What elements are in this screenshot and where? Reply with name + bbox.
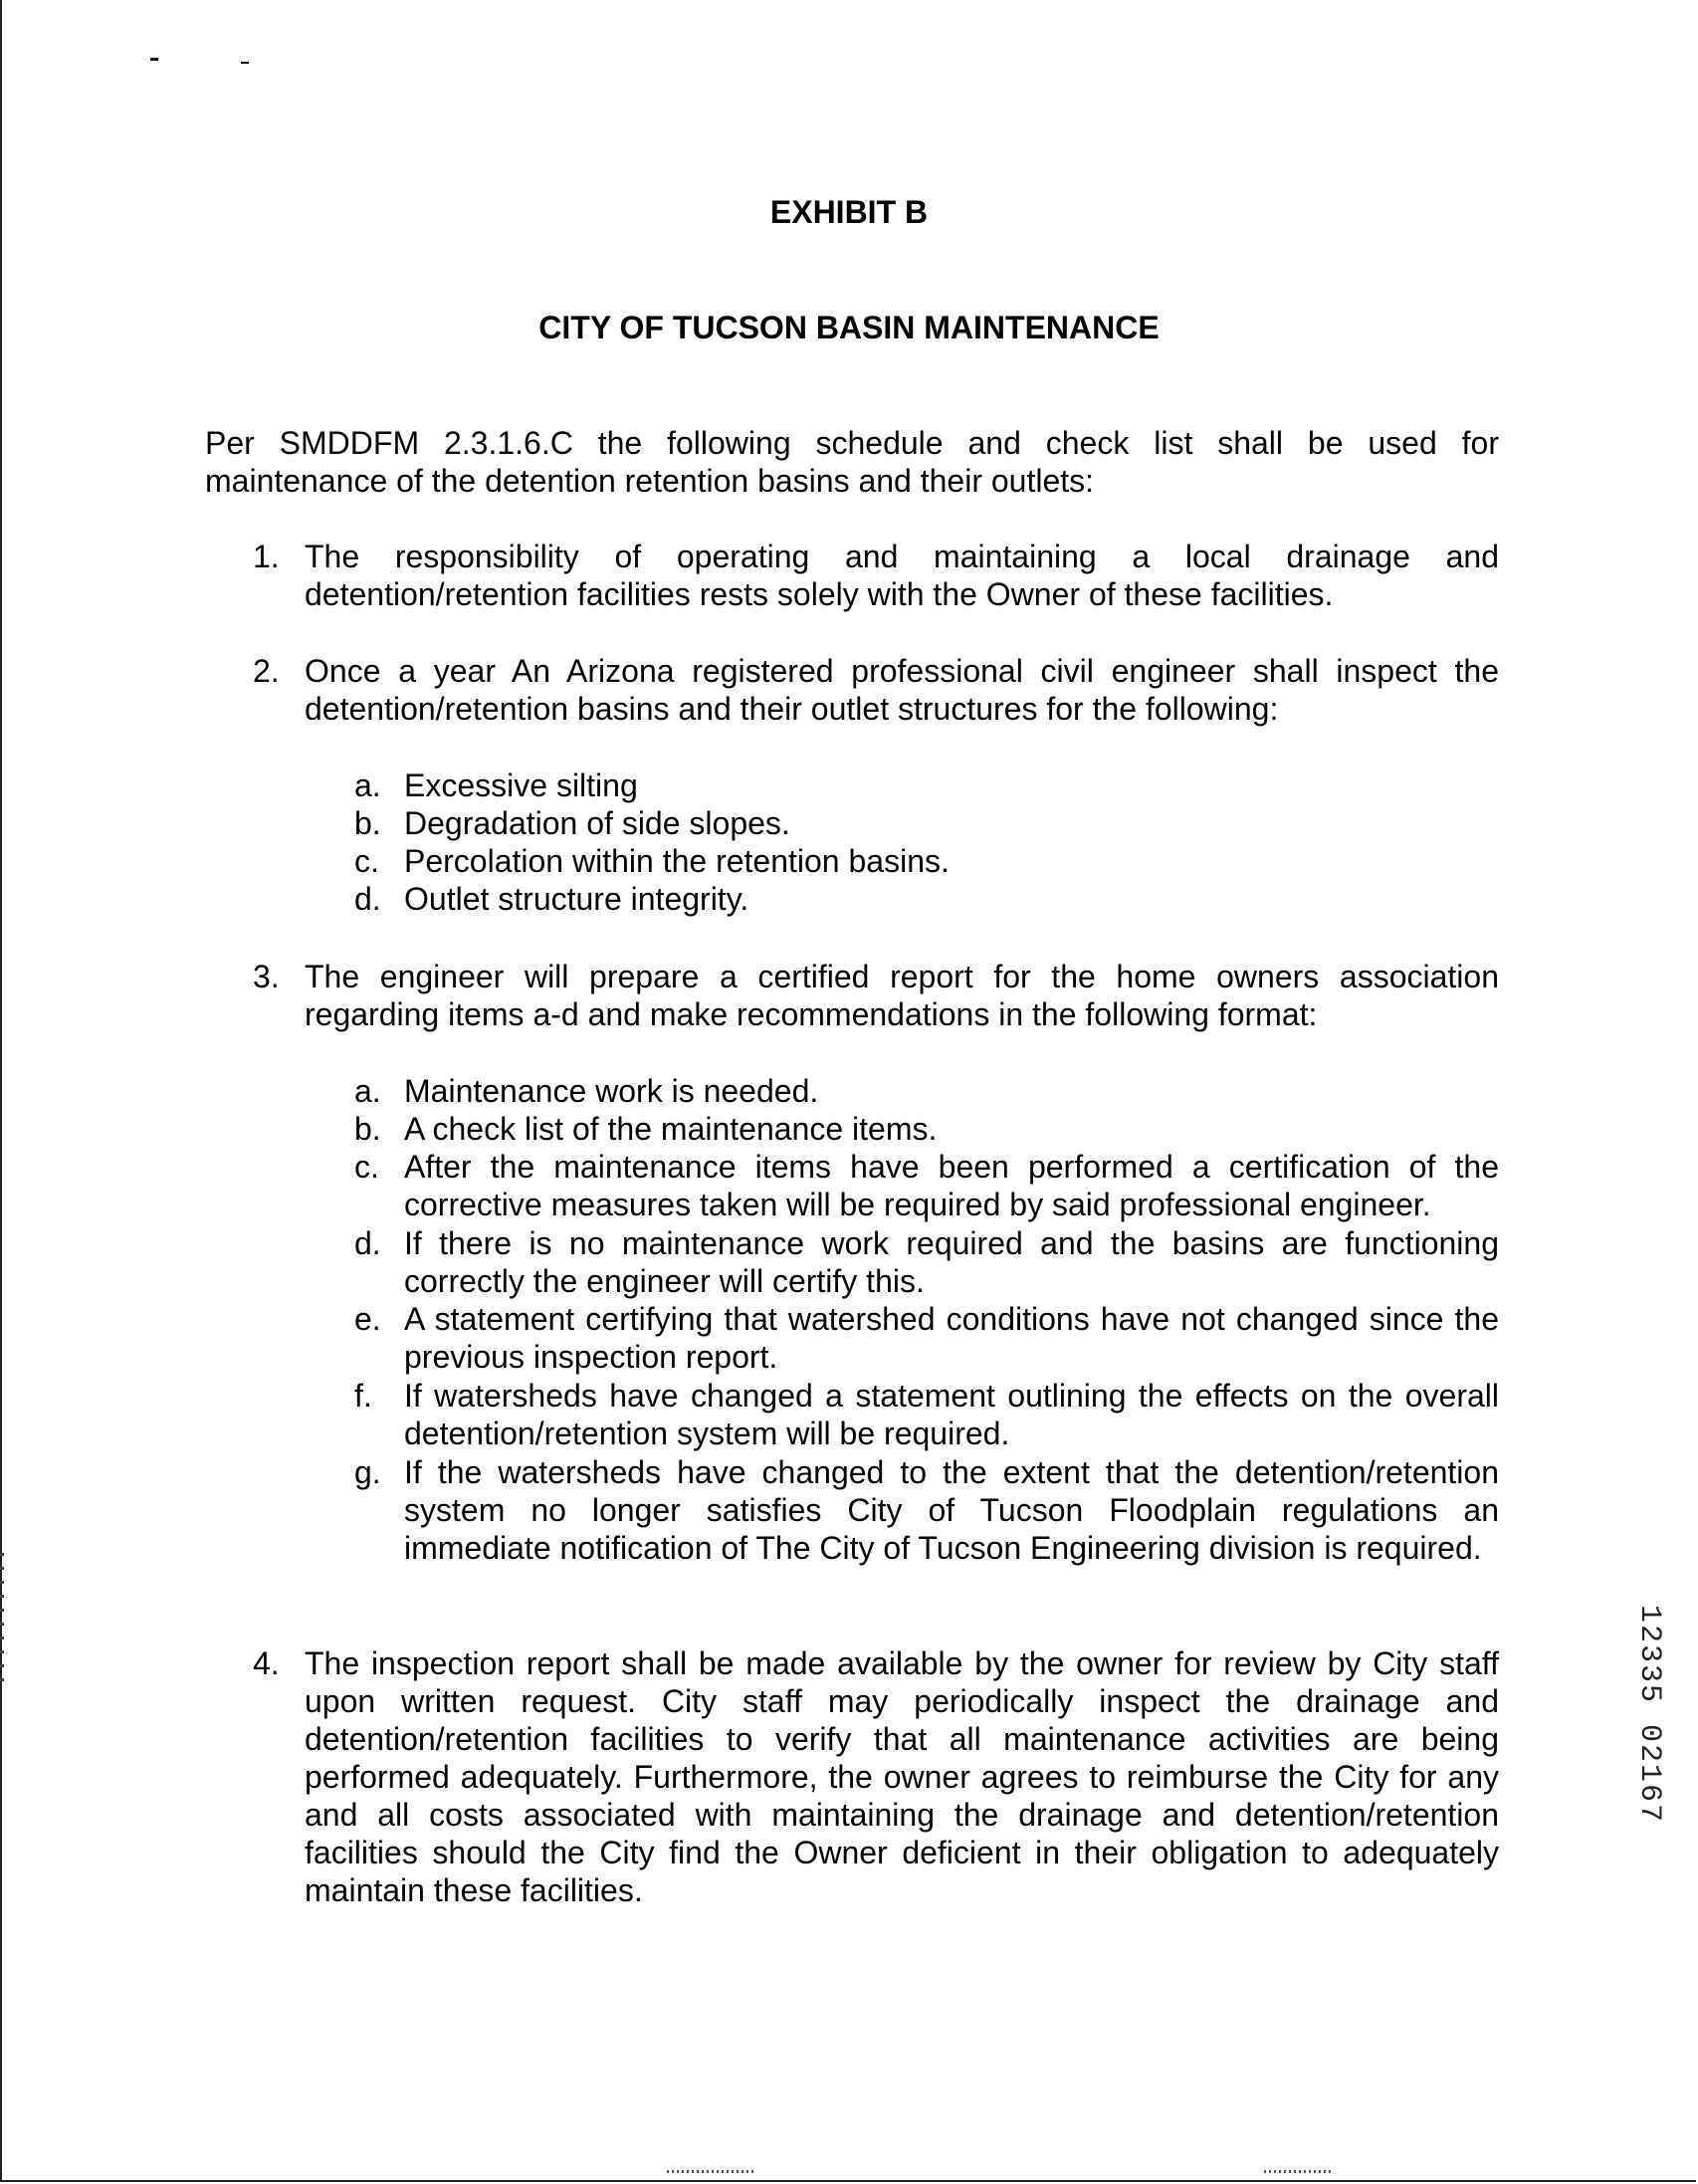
- subitem-text: Excessive silting: [404, 767, 638, 803]
- subitem-letter: g.: [354, 1454, 381, 1490]
- scan-noise: [1264, 2170, 1334, 2173]
- item-number: 1.: [253, 539, 280, 574]
- intro-paragraph: Per SMDDFM 2.3.1.6.C the following schedule and check list shall be used for maintenance of the detention retention basins and their outlets:: [205, 425, 1499, 499]
- scan-speck: [241, 62, 249, 64]
- subitem-letter: c.: [354, 1149, 379, 1185]
- subitem-letter: c.: [354, 843, 379, 879]
- docket-stamp: 12335 02167: [1632, 1605, 1666, 1825]
- scan-edge-marks: [0, 1553, 4, 1692]
- item-number: 2.: [253, 653, 280, 689]
- subitem-letter: a.: [354, 767, 381, 803]
- subitem-text: If there is no maintenance work required and the basins are functioning correctly the engineer will certify this.: [404, 1225, 1499, 1299]
- subitem-text: If the watersheds have changed to the extent that the detention/retention system no longer satisfies City of Tucson Floodplain regulations an immediate notification of The City of Tucson Engineering division is required.: [404, 1454, 1499, 1566]
- item-number: 4.: [253, 1645, 280, 1681]
- item-text: The responsibility of operating and maintaining a local drainage and detention/retention facilities rests solely with the Owner of these facilities.: [305, 539, 1499, 612]
- subitem-text: After the maintenance items have been performed a certification of the corrective measures taken will be required by said professional engineer.: [404, 1149, 1499, 1222]
- subitem-letter: f.: [354, 1378, 372, 1414]
- subitem-letter: a.: [354, 1073, 381, 1109]
- subitem-text: Percolation within the retention basins.: [404, 843, 950, 879]
- subitem-text: If watersheds have changed a statement outlining the effects on the overall detention/retention system will be required.: [404, 1378, 1499, 1451]
- subitem-text: Degradation of side slopes.: [404, 805, 790, 841]
- item-text: The inspection report shall be made available by the owner for review by City staff upon written request. City staff may periodically inspect the drainage and detention/retention facilities to verify that all maintenance activities are being performed adequately. Furthermore, the owner agrees to reimburse the City for any and all costs associated with maintaining the drainage and detention/retention facilities should the City find the Owner deficient in their obligation to adequately maintain these facilities.: [305, 1645, 1499, 1908]
- exhibit-title: EXHIBIT B: [769, 194, 929, 230]
- subitem-letter: b.: [354, 1111, 381, 1147]
- subitem-text: Outlet structure integrity.: [404, 881, 749, 917]
- scan-speck: [150, 58, 158, 61]
- scan-noise: [667, 2170, 756, 2173]
- subitem-text: Maintenance work is needed.: [404, 1073, 819, 1109]
- item-text: The engineer will prepare a certified report for the home owners association regarding items a-d and make recommendations in the following format:: [305, 959, 1499, 1032]
- subitem-letter: b.: [354, 805, 381, 841]
- subitem-letter: e.: [354, 1301, 381, 1337]
- subitem-text: A statement certifying that watershed conditions have not changed since the previous inspection report.: [404, 1301, 1499, 1375]
- item-number: 3.: [253, 959, 280, 994]
- subitem-letter: d.: [354, 881, 381, 917]
- item-text: Once a year An Arizona registered professional civil engineer shall inspect the detention/retention basins and their outlet structures for the following:: [305, 653, 1499, 727]
- document-subtitle: CITY OF TUCSON BASIN MAINTENANCE: [538, 310, 1160, 345]
- subitem-text: A check list of the maintenance items.: [404, 1111, 938, 1147]
- subitem-letter: d.: [354, 1225, 381, 1261]
